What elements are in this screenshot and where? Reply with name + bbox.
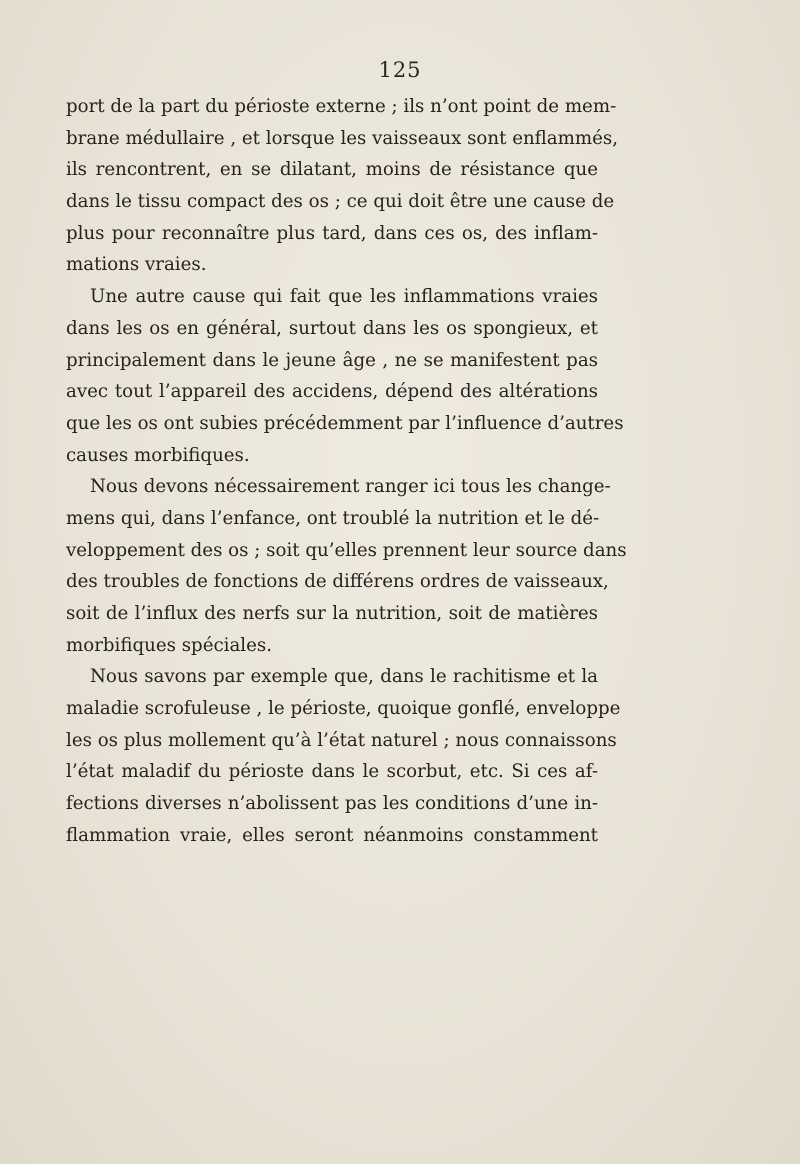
text-line: soit de l’influx des nerfs sur la nutrition, soit de matières bbox=[66, 603, 598, 624]
text-line: ils rencontrent, en se dilatant, moins de résistance que bbox=[66, 159, 598, 181]
text-line: dans les os en général, surtout dans les os spongieux, et bbox=[66, 317, 598, 339]
text-line: dans le tissu compact des os ; ce qui doit être une cause de bbox=[66, 191, 615, 213]
text-line: principalement dans le jeune âge , ne se manifestent pas bbox=[66, 349, 598, 371]
text-line: l’état maladif du périoste dans le scorbut, etc. Si ces af- bbox=[66, 761, 598, 783]
text-line: que les os ont subies précédemment par l’influence d’autres bbox=[66, 412, 624, 434]
text-line: avec tout l’appareil des accidens, dépend des altérations bbox=[66, 381, 598, 403]
paragraph-first-line: Nous savons par exemple que, dans le rachitisme et la bbox=[90, 666, 598, 688]
text-line: port de la part du périoste externe ; ils n’ont point de mem- bbox=[66, 96, 617, 117]
page-number: 125 bbox=[378, 58, 422, 82]
text-line: veloppement des os ; soit qu’elles prennent leur source dans bbox=[66, 539, 627, 561]
text-line: fections diverses n’abolissent pas les conditions d’une in- bbox=[66, 793, 598, 815]
paragraph-first-line: Une autre cause qui fait que les inflammations vraies bbox=[90, 286, 598, 308]
text-line: flammation vraie, elles seront néanmoins constamment bbox=[66, 824, 598, 846]
text-line: mations vraies. bbox=[66, 254, 207, 276]
text-line: brane médullaire , et lorsque les vaisseaux sont enflammés, bbox=[66, 127, 619, 149]
text-line: des troubles de fonctions de différens ordres de vaisseaux, bbox=[66, 571, 609, 593]
paragraph-first-line: Nous devons nécessairement ranger ici tous les change- bbox=[90, 476, 611, 498]
text-line: mens qui, dans l’enfance, ont troublé la nutrition et le dé- bbox=[66, 507, 600, 529]
text-line: plus pour reconnaître plus tard, dans ces os, des inflam- bbox=[66, 222, 598, 244]
text-line: causes morbifiques. bbox=[66, 444, 250, 466]
body-text bbox=[66, 91, 627, 852]
text-line: morbifiques spéciales. bbox=[66, 634, 272, 656]
text-line: les os plus mollement qu’à l’état naturel ; nous connaissons bbox=[66, 729, 617, 751]
text-line: maladie scrofuleuse , le périoste, quoique gonflé, enveloppe bbox=[66, 698, 621, 720]
